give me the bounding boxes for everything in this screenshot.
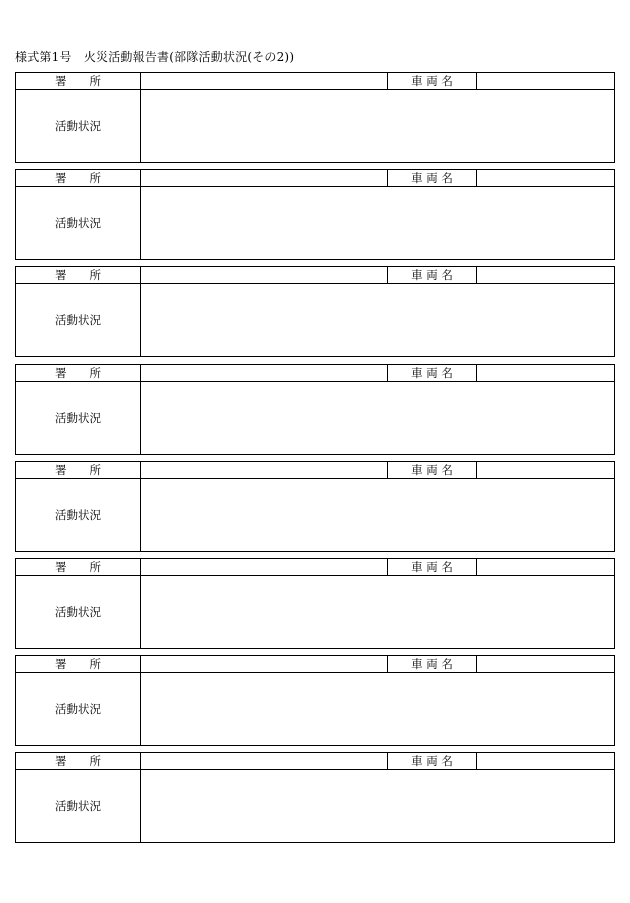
- vehicle-field[interactable]: [477, 753, 614, 770]
- station-field[interactable]: [141, 462, 388, 479]
- activity-label: 活動状況: [16, 770, 141, 842]
- vehicle-field[interactable]: [477, 559, 614, 576]
- activity-field[interactable]: [141, 382, 614, 454]
- activity-label: 活動状況: [16, 576, 141, 648]
- vehicle-label: 車 両 名: [388, 170, 477, 187]
- station-field[interactable]: [141, 267, 388, 284]
- vehicle-field[interactable]: [477, 462, 614, 479]
- vehicle-field[interactable]: [477, 73, 614, 90]
- report-blocks: [15, 72, 615, 850]
- activity-label: 活動状況: [16, 90, 141, 162]
- report-block: [15, 266, 615, 357]
- report-block: [15, 169, 615, 260]
- activity-label: 活動状況: [16, 673, 141, 745]
- vehicle-field[interactable]: [477, 170, 614, 187]
- report-block: [15, 655, 615, 746]
- report-block: [15, 364, 615, 455]
- form-title: 様式第1号 火災活動報告書(部隊活動状況(その2)): [15, 50, 295, 64]
- activity-field[interactable]: [141, 90, 614, 162]
- activity-field[interactable]: [141, 187, 614, 259]
- station-label: 署 所: [16, 365, 141, 382]
- activity-field[interactable]: [141, 479, 614, 551]
- report-block: [15, 558, 615, 649]
- vehicle-label: 車 両 名: [388, 753, 477, 770]
- report-block: [15, 461, 615, 552]
- report-block: [15, 72, 615, 163]
- vehicle-field[interactable]: [477, 656, 614, 673]
- activity-field[interactable]: [141, 284, 614, 356]
- activity-field[interactable]: [141, 576, 614, 648]
- station-label: 署 所: [16, 559, 141, 576]
- station-label: 署 所: [16, 462, 141, 479]
- vehicle-field[interactable]: [477, 267, 614, 284]
- vehicle-label: 車 両 名: [388, 267, 477, 284]
- vehicle-field[interactable]: [477, 365, 614, 382]
- station-label: 署 所: [16, 73, 141, 90]
- station-field[interactable]: [141, 559, 388, 576]
- station-label: 署 所: [16, 656, 141, 673]
- vehicle-label: 車 両 名: [388, 365, 477, 382]
- station-field[interactable]: [141, 73, 388, 90]
- station-label: 署 所: [16, 267, 141, 284]
- vehicle-label: 車 両 名: [388, 656, 477, 673]
- station-field[interactable]: [141, 656, 388, 673]
- vehicle-label: 車 両 名: [388, 559, 477, 576]
- vehicle-label: 車 両 名: [388, 462, 477, 479]
- station-field[interactable]: [141, 753, 388, 770]
- activity-label: 活動状況: [16, 187, 141, 259]
- activity-field[interactable]: [141, 770, 614, 842]
- station-field[interactable]: [141, 170, 388, 187]
- activity-label: 活動状況: [16, 382, 141, 454]
- report-block: [15, 752, 615, 843]
- vehicle-label: 車 両 名: [388, 73, 477, 90]
- station-label: 署 所: [16, 170, 141, 187]
- activity-field[interactable]: [141, 673, 614, 745]
- activity-label: 活動状況: [16, 284, 141, 356]
- station-label: 署 所: [16, 753, 141, 770]
- activity-label: 活動状況: [16, 479, 141, 551]
- station-field[interactable]: [141, 365, 388, 382]
